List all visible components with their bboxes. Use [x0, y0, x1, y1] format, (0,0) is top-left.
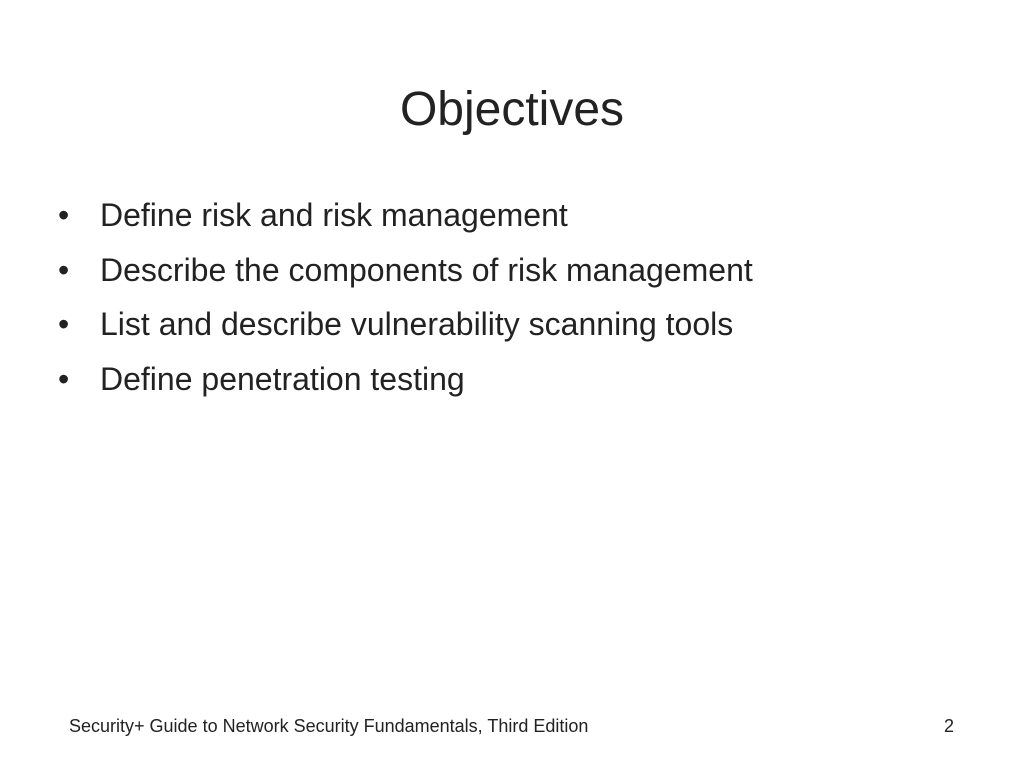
bullet-item	[58, 188, 978, 243]
bullet-icon: •	[58, 197, 70, 233]
bullet-icon: •	[58, 360, 70, 397]
bullet-item	[58, 297, 978, 352]
bullet-item	[58, 243, 978, 298]
bullet-text: List and describe vulnerability scanning tools	[100, 306, 734, 342]
bullet-item	[58, 352, 978, 407]
bullet-icon: •	[58, 251, 70, 288]
slide-footer: Security+ Guide to Network Security Fundamentals, Third Edition	[69, 716, 589, 736]
bullet-icon: •	[58, 306, 70, 342]
bullet-text: Define risk and risk management	[100, 197, 568, 233]
page-number: 2	[943, 716, 954, 736]
slide-title: Objectives	[399, 83, 625, 136]
bullet-text: Describe the components of risk management	[100, 251, 753, 288]
bullet-list	[58, 188, 978, 406]
bullet-text: Define penetration testing	[100, 360, 465, 397]
